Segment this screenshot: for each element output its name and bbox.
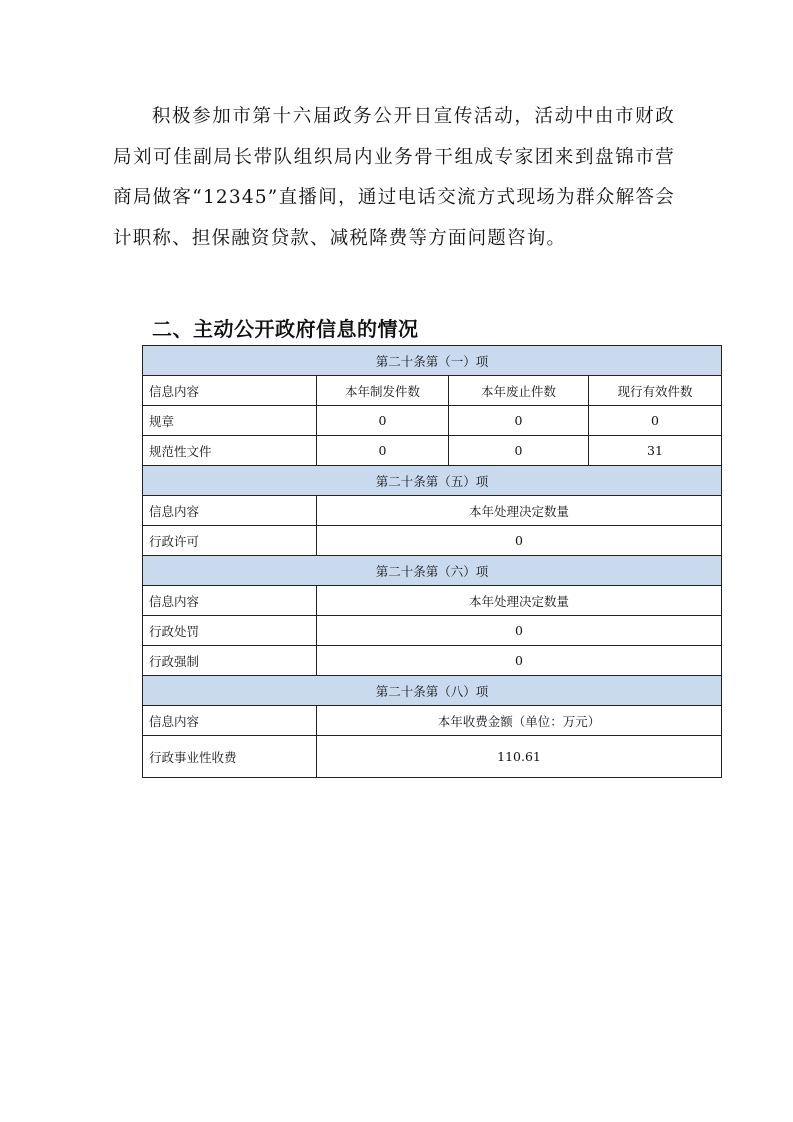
header-cell: 信息内容	[143, 586, 317, 616]
row-label: 行政强制	[143, 646, 317, 676]
table-row	[143, 436, 722, 466]
table-row	[143, 646, 722, 676]
section-title: 第二十条第（八）项	[143, 676, 722, 706]
header-cell: 本年处理决定数量	[317, 496, 722, 526]
section-row-art20-5	[143, 466, 722, 496]
cell-value: 0	[317, 526, 722, 556]
row-label: 规章	[143, 406, 317, 436]
row-label: 规范性文件	[143, 436, 317, 466]
cell-value: 0	[317, 616, 722, 646]
intro-paragraph: 积极参加市第十六届政务公开日宣传活动，活动中由市财政局刘可佳副局长带队组织局内业务骨干组成专家团来到盘锦市营商局做客“12345”直播间，通过电话交流方式现场为群众解答会计职称、担保融资贷款、减税降费等方面问题咨询。	[113, 106, 675, 249]
cell-value: 0	[317, 406, 449, 436]
cell-value: 0	[317, 436, 449, 466]
table-row	[143, 406, 722, 436]
row-label: 行政许可	[143, 526, 317, 556]
cell-value: 0	[589, 406, 722, 436]
header-cell: 本年收费金额（单位：万元）	[317, 706, 722, 736]
table-row	[143, 616, 722, 646]
section-row-art20-6	[143, 556, 722, 586]
cell-value: 31	[589, 436, 722, 466]
section-row-art20-8	[143, 676, 722, 706]
cell-value: 0	[317, 646, 722, 676]
table-row	[143, 736, 722, 778]
section-row-art20-1	[143, 346, 722, 376]
header-row	[143, 586, 722, 616]
header-cell: 信息内容	[143, 376, 317, 406]
header-cell: 信息内容	[143, 706, 317, 736]
cell-value: 0	[449, 436, 589, 466]
header-cell: 本年废止件数	[449, 376, 589, 406]
table-row	[143, 526, 722, 556]
section-heading: 二、主动公开政府信息的情况	[152, 317, 419, 341]
header-cell: 本年处理决定数量	[317, 586, 722, 616]
section-title: 第二十条第（六）项	[143, 556, 722, 586]
header-cell: 现行有效件数	[589, 376, 722, 406]
cell-value: 0	[449, 406, 589, 436]
header-row	[143, 496, 722, 526]
cell-value: 110.61	[317, 736, 722, 778]
header-row	[143, 706, 722, 736]
section-title: 第二十条第（一）项	[143, 346, 722, 376]
header-row	[143, 376, 722, 406]
section-title: 第二十条第（五）项	[143, 466, 722, 496]
header-cell: 信息内容	[143, 496, 317, 526]
row-label: 行政处罚	[143, 616, 317, 646]
disclosure-table	[142, 345, 722, 778]
row-label: 行政事业性收费	[143, 736, 317, 778]
header-cell: 本年制发件数	[317, 376, 449, 406]
